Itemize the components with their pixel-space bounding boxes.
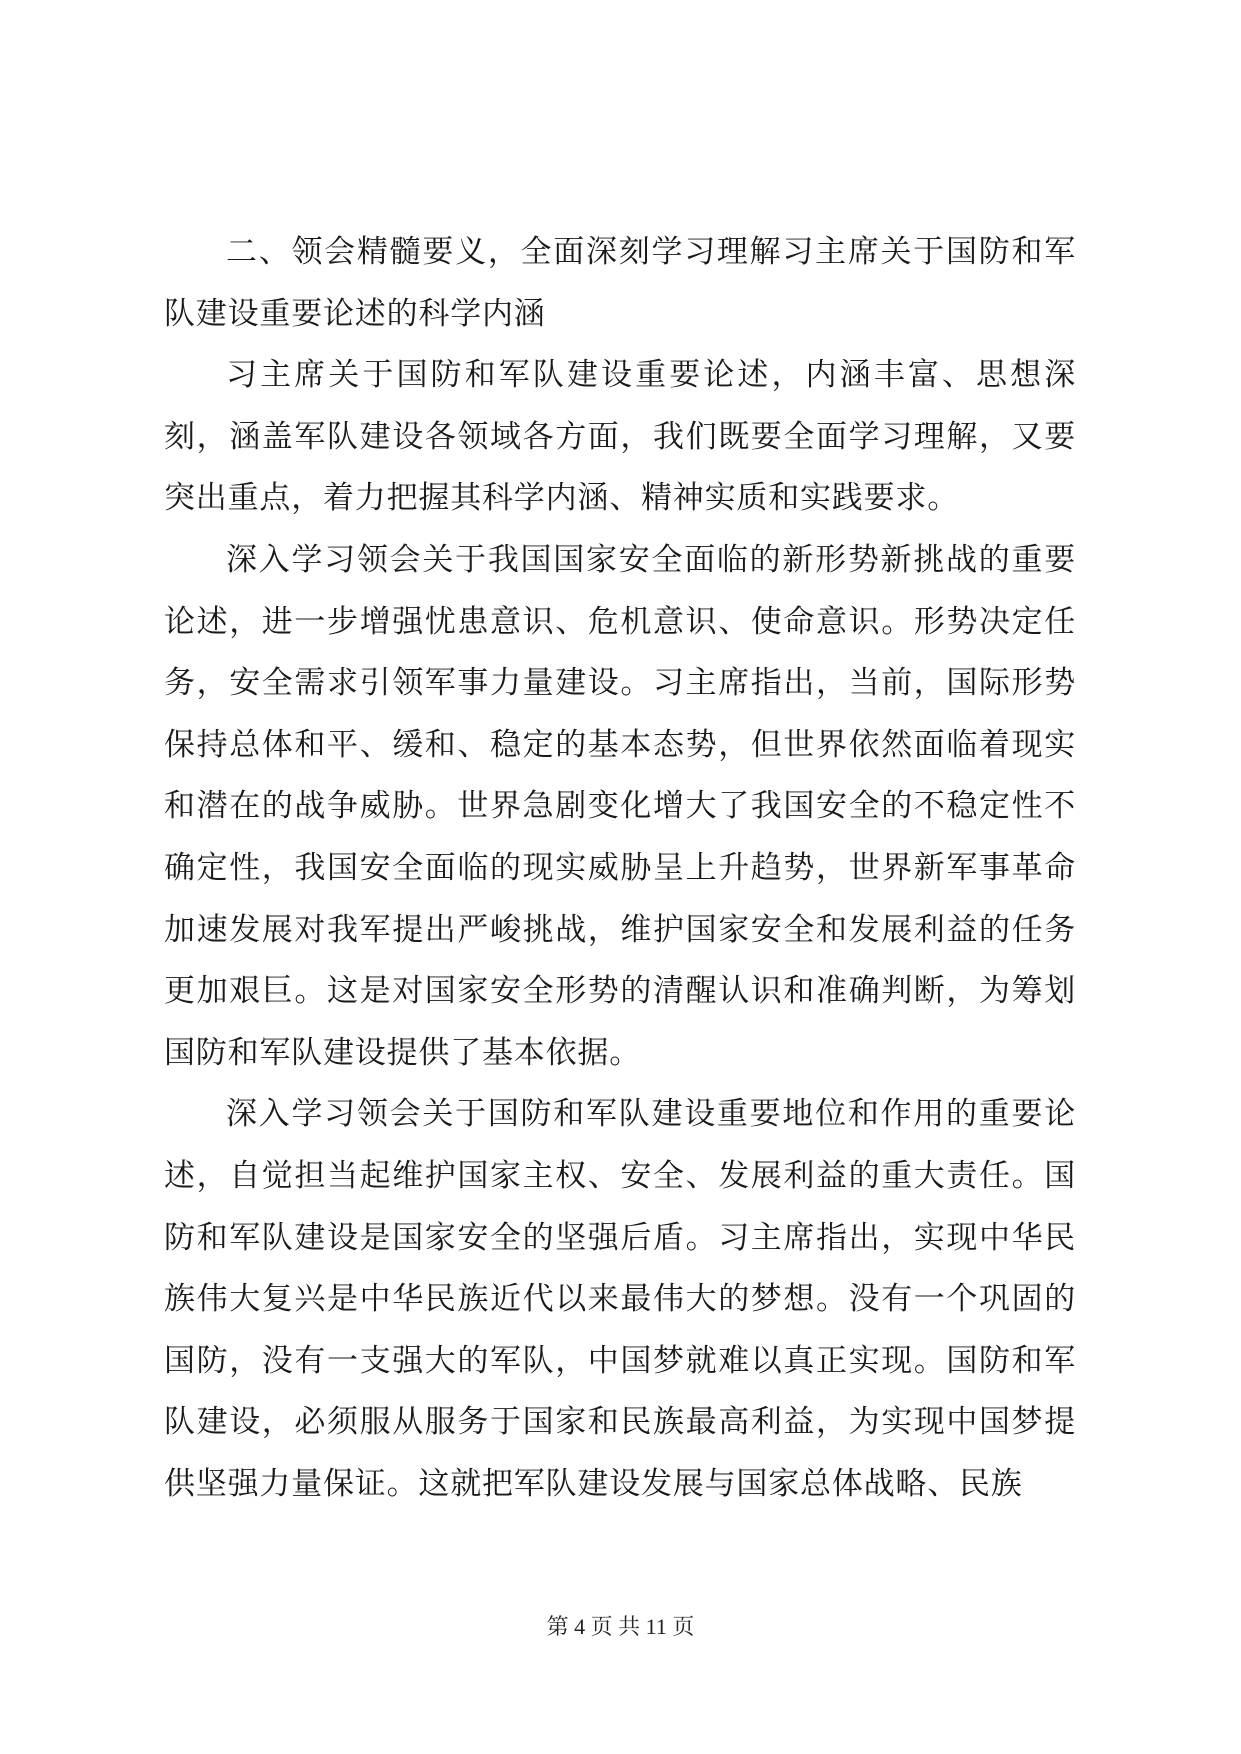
document-body	[164, 222, 1076, 1515]
body-paragraph: 深入学习领会关于我国国家安全面临的新形势新挑战的重要论述，进一步增强忧患意识、危机意识、使命意识。形势决定任务，安全需求引领军事力量建设。习主席指出，当前，国际形势保持总体和平、缓和、稳定的基本态势，但世界依然面临着现实和潜在的战争威胁。世界急剧变化增大了我国安全的不稳定性不确定性，我国安全面临的现实威胁呈上升趋势，世界新军事革命加速发展对我军提出严峻挑战，维护国家安全和发展利益的任务更加艰巨。这是对国家安全形势的清醒认识和准确判断，为筹划国防和军队建设提供了基本依据。	[164, 541, 1076, 1071]
body-paragraph: 习主席关于国防和军队建设重要论述，内涵丰富、思想深刻，涵盖军队建设各领域各方面，我们既要全面学习理解，又要突出重点，着力把握其科学内涵、精神实质和实践要求。	[164, 357, 1076, 517]
page-number-footer: 第 4 页 共 11 页	[546, 1614, 695, 1639]
section-heading-paragraph: 二、领会精髓要义，全面深刻学习理解习主席关于国防和军队建设重要论述的科学内涵	[164, 234, 1076, 332]
body-paragraph: 深入学习领会关于国防和军队建设重要地位和作用的重要论述，自觉担当起维护国家主权、安全、发展利益的重大责任。国防和军队建设是国家安全的坚强后盾。习主席指出，实现中华民族伟大复兴是中华民族近代以来最伟大的梦想。没有一个巩固的国防，没有一支强大的军队，中国梦就难以真正实现。国防和军队建设，必须服从服务于国家和民族最高利益，为实现中国梦提供坚强力量保证。这就把军队建设发展与国家总体战略、民族	[164, 1096, 1076, 1502]
